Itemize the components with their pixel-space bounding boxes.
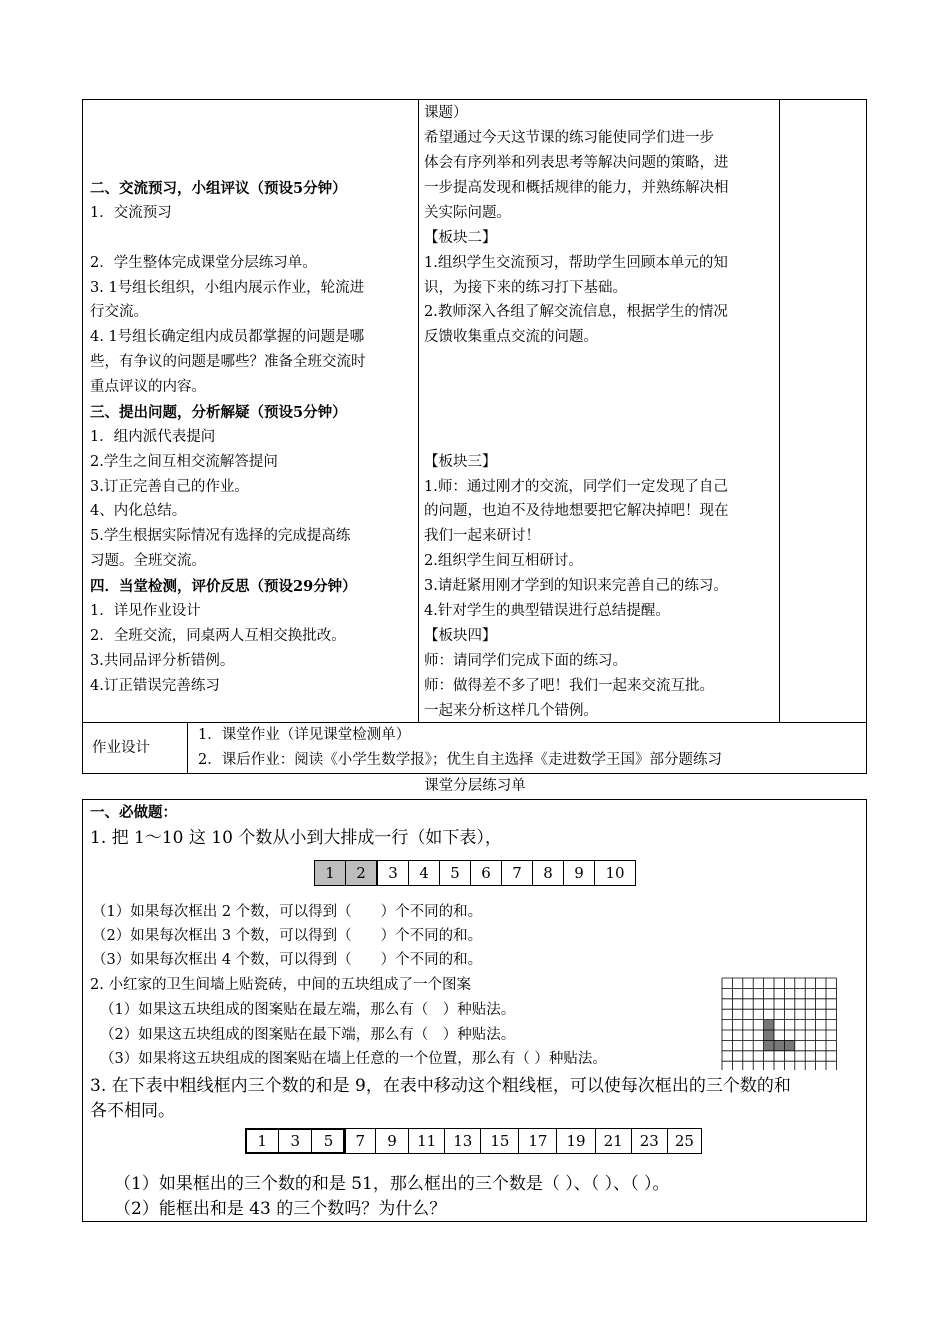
tile-grid-figure <box>720 976 840 1070</box>
number-row-1-10 <box>314 860 636 886</box>
lesson-text: 3.订正完善自己的作业。 <box>90 479 249 495</box>
shaded-tile <box>774 1040 784 1050</box>
shaded-tile <box>764 1020 774 1030</box>
section-heading-2: 二、交流预习，小组评议（预设5分钟） <box>90 180 347 197</box>
homework-item: 1．课堂作业（详见课堂检测单） <box>198 727 411 743</box>
lesson-text: 2．学生整体完成课堂分层练习单。 <box>90 255 317 271</box>
number-cell: 8 <box>533 861 564 885</box>
question-2-sub: （1）如果这五块组成的图案贴在最左端，那么有（ ）种贴法。 <box>100 1002 516 1018</box>
teacher-text: 2.教师深入各组了解交流信息，根据学生的情况 <box>424 304 728 320</box>
number-cell: 3 <box>279 1129 312 1153</box>
number-cell: 9 <box>564 861 595 885</box>
teacher-text: 体会有序列举和列表思考等解决问题的策略，进 <box>424 155 729 171</box>
teacher-text: 关实际问题。 <box>424 205 511 221</box>
lesson-text: 4.订正错误完善练习 <box>90 678 220 694</box>
teacher-text: 希望通过今天这节课的练习能使同学们进一步 <box>424 130 714 146</box>
teacher-text: 一起来分析这样几个错例。 <box>424 703 598 719</box>
number-cell: 5 <box>312 1129 345 1153</box>
number-cell: 7 <box>502 861 533 885</box>
number-cell: 3 <box>378 861 409 885</box>
question-3-sub: （1）如果框出的三个数的和是 51，那么框出的三个数是（ ）、（ ）、（ ）。 <box>114 1174 670 1194</box>
teacher-text: 识，为接下来的练习打下基础。 <box>424 280 627 296</box>
bold-frame <box>245 1128 345 1154</box>
number-cell: 1 <box>246 1129 279 1153</box>
section-heading-4: 四．当堂检测，评价反思（预设29分钟） <box>90 578 357 595</box>
lesson-text: 4、内化总结。 <box>90 503 187 519</box>
number-cell-shaded: 2 <box>346 861 378 885</box>
question-1-title: 1. 把 1～10 这 10 个数从小到大排成一行（如下表）， <box>90 828 502 848</box>
number-cell: 13 <box>445 1129 481 1153</box>
homework-item: 2．课后作业：阅读《小学生数学报》；优生自主选择《走进数学王国》部分题练习 <box>198 752 722 768</box>
teacher-text: 2.组织学生间互相研讨。 <box>424 553 583 569</box>
number-cell: 23 <box>632 1129 668 1153</box>
lesson-text: 行交流。 <box>90 304 148 320</box>
shaded-tile <box>764 1030 774 1040</box>
section-heading-3: 三、提出问题，分析解疑（预设5分钟） <box>90 404 347 421</box>
question-1-sub: （3）如果每次框出 4 个数，可以得到（ ）个不同的和。 <box>92 952 483 968</box>
teacher-text: 1.组织学生交流预习，帮助学生回顾本单元的知 <box>424 255 728 271</box>
teacher-text: 一步提高发现和概括规律的能力，并熟练解决相 <box>424 180 729 196</box>
lesson-text: 2.学生之间互相交流解答提问 <box>90 454 278 470</box>
question-1-sub: （1）如果每次框出 2 个数，可以得到（ ）个不同的和。 <box>92 904 483 920</box>
lesson-text: 4. 1号组长确定组内成员都掌握的问题是哪 <box>90 329 365 345</box>
number-cell: 10 <box>605 864 625 882</box>
number-row-odd <box>245 1128 701 1154</box>
question-2-title: 2. 小红家的卫生间墙上贴瓷砖，中间的五块组成了一个图案 <box>90 977 471 993</box>
teacher-text: 的问题，也迫不及待地想要把它解决掉吧！现在 <box>424 503 729 519</box>
lesson-text: 些，有争议的问题是哪些？准备全班交流时 <box>90 354 366 370</box>
teacher-text: 课题） <box>424 105 468 121</box>
number-cell: 7 <box>346 1129 376 1153</box>
number-cell: 9 <box>376 1129 409 1153</box>
lesson-text: 3. 1号组长组织，小组内展示作业，轮流进 <box>90 280 365 296</box>
teacher-text: 我们一起来研讨！ <box>424 528 540 544</box>
lesson-text: 1．详见作业设计 <box>90 603 201 619</box>
teacher-text: 4.针对学生的典型错误进行总结提醒。 <box>424 603 670 619</box>
question-2-sub: （2）如果这五块组成的图案贴在最下端，那么有（ ）种贴法。 <box>100 1027 516 1043</box>
shaded-tile <box>784 1040 794 1050</box>
teacher-text: 3.请赶紧用刚才学到的知识来完善自己的练习。 <box>424 578 728 594</box>
homework-label: 作业设计 <box>92 740 150 756</box>
number-cell: 15 <box>481 1129 519 1153</box>
shaded-tile <box>764 1040 774 1050</box>
number-cell: 4 <box>409 861 440 885</box>
worksheet-caption: 课堂分层练习单 <box>424 778 526 794</box>
teacher-text: 师：请同学们完成下面的练习。 <box>424 653 627 669</box>
lesson-text: 3.共同品评分析错例。 <box>90 653 235 669</box>
number-cell-shaded: 1 <box>315 861 346 885</box>
number-cell: 25 <box>674 1132 694 1150</box>
number-cell: 11 <box>409 1129 445 1153</box>
number-cell: 19 <box>557 1129 595 1153</box>
block-heading: 【板块三】 <box>424 454 497 470</box>
section-required: 一、必做题： <box>90 804 177 821</box>
number-cell: 6 <box>471 861 502 885</box>
teacher-text: 反馈收集重点交流的问题。 <box>424 329 598 345</box>
question-3-sub: （2）能框出和是 43 的三个数吗？为什么？ <box>114 1199 447 1219</box>
lesson-text: 重点评议的内容。 <box>90 379 206 395</box>
lesson-text: 习题。全班交流。 <box>90 553 206 569</box>
question-3-title: 3. 在下表中粗线框内三个数的和是 9，在表中移动这个粗线框，可以使每次框出的三个数的和 <box>90 1076 791 1096</box>
lesson-text: 5.学生根据实际情况有选择的完成提高练 <box>90 528 351 544</box>
number-cell: 17 <box>519 1129 557 1153</box>
question-1-sub: （2）如果每次框出 3 个数，可以得到（ ）个不同的和。 <box>92 928 483 944</box>
lesson-text: 1．交流预习 <box>90 205 172 221</box>
teacher-text: 师：做得差不多了吧！我们一起来交流互批。 <box>424 678 714 694</box>
block-heading: 【板块二】 <box>424 230 497 246</box>
number-cell: 21 <box>596 1129 632 1153</box>
block-heading: 【板块四】 <box>424 628 497 644</box>
number-cell: 5 <box>440 861 471 885</box>
question-3-title-cont: 各不相同。 <box>90 1101 175 1121</box>
lesson-text: 2．全班交流，同桌两人互相交换批改。 <box>90 628 346 644</box>
question-2-sub: （3）如果将这五块组成的图案贴在墙上任意的一个位置，那么有（ ）种贴法。 <box>100 1051 607 1067</box>
teacher-text: 1.师：通过刚才的交流，同学们一定发现了自己 <box>424 479 728 495</box>
lesson-text: 1．组内派代表提问 <box>90 429 216 445</box>
